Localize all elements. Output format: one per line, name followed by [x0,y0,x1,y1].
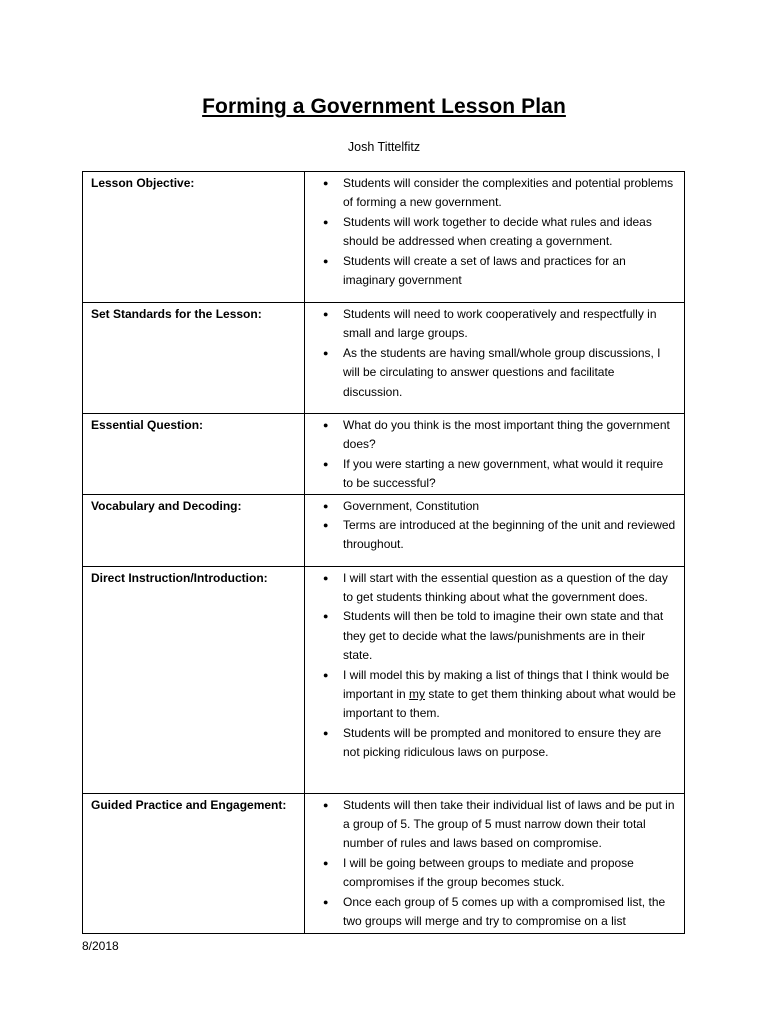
list-item: ● Students will create a set of laws and practices for an imaginary government [313,252,676,291]
list-item: ● Students will consider the complexities and potential problems of forming a new government. [313,174,676,213]
table-row [83,566,685,793]
row-label: Guided Practice and Engagement: [83,793,305,933]
table-row [83,414,685,495]
list-item-text: I will model this by making a list of things that I think would be important in [343,667,670,702]
list-item: ● As the students are having small/whole group discussions, I will be circulating to answer questions and facilitate discussion. [313,344,676,402]
list-item: ● Terms are introduced at the beginning of the unit and reviewed throughout. [313,516,676,555]
table-row [83,172,685,303]
list-item: ● Students will need to work cooperatively and respectfully in small and large groups. [313,305,676,344]
row-label: Lesson Objective: [83,172,305,303]
bullet-list [313,305,676,402]
row-label: Essential Question: [83,414,305,495]
list-item: ● If you were starting a new government, what would it require to be successful? [313,455,676,494]
list-item-text: state to get them thinking about what would be important to them. [343,687,676,721]
list-item: ● I will start with the essential question as a question of the day to get students thinking about what the government does. [313,569,676,608]
list-item: ● Students will then take their individual list of laws and be put in a group of 5. The group of 5 must narrow down their total number of rules and laws based on compromise. [313,796,676,854]
row-content [305,793,685,933]
bullet-list [313,796,676,932]
underlined-word: my [409,687,426,702]
list-item: ● Students will then be told to imagine their own state and that they get to decide what the laws/punishments are in their state. [313,607,676,665]
list-item: ● What do you think is the most important thing the government does? [313,416,676,455]
list-item: ● Government, Constitution [313,497,676,516]
table-row [83,303,685,414]
list-item [313,666,676,724]
row-label: Direct Instruction/Introduction: [83,566,305,793]
list-item: ● Students will be prompted and monitored to ensure they are not picking ridiculous laws on purpose. [313,724,676,763]
row-content [305,414,685,495]
list-item: ● Students will work together to decide what rules and ideas should be addressed when creating a government. [313,213,676,252]
bullet-list [313,497,676,555]
table-row [83,494,685,566]
bullet-list [313,174,676,290]
lesson-plan-table [82,171,685,934]
list-item: ● I will be going between groups to mediate and propose compromises if the group becomes stuck. [313,854,676,893]
author-name: Josh Tittelfitz [347,140,421,154]
row-label: Set Standards for the Lesson: [83,303,305,414]
list-item: ● Once each group of 5 comes up with a compromised list, the two groups will merge and try to compromise on a list [313,893,676,932]
document-title: Forming a Government Lesson Plan [202,95,566,118]
row-label: Vocabulary and Decoding: [83,494,305,566]
footer-date: 8/2018 [82,939,119,953]
bullet-list [313,569,676,763]
row-content [305,172,685,303]
row-content [305,566,685,793]
row-content [305,494,685,566]
table-row [83,793,685,933]
row-content [305,303,685,414]
bullet-list [313,416,676,494]
